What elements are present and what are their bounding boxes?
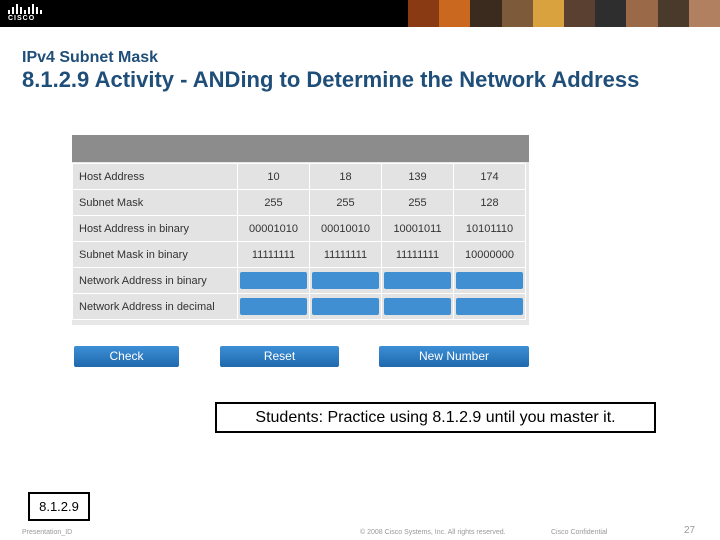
network-decimal-input-4[interactable] xyxy=(456,298,523,315)
table-cell: 10101110 xyxy=(454,216,526,242)
table-cell: 10001011 xyxy=(382,216,454,242)
slide-subtitle: IPv4 Subnet Mask xyxy=(22,49,159,66)
table-cell: 00010010 xyxy=(310,216,382,242)
footer-confidential: Cisco Confidential xyxy=(551,529,608,536)
table-cell: 255 xyxy=(238,190,310,216)
logo-text: CISCO xyxy=(8,15,36,22)
answer-cell xyxy=(310,268,382,294)
footer-copyright: © 2008 Cisco Systems, Inc. All rights reserved. xyxy=(360,529,506,536)
row-label: Network Address in binary xyxy=(73,268,238,294)
table-cell: 10 xyxy=(238,164,310,190)
table-cell: 139 xyxy=(382,164,454,190)
page-number: 27 xyxy=(684,525,696,536)
table-cell: 174 xyxy=(454,164,526,190)
network-binary-input-2[interactable] xyxy=(312,272,379,289)
answer-cell xyxy=(382,268,454,294)
answer-cell xyxy=(238,268,310,294)
table-row xyxy=(73,294,526,320)
check-button[interactable]: Check xyxy=(74,346,179,367)
network-binary-input-4[interactable] xyxy=(456,272,523,289)
table-row xyxy=(73,242,526,268)
table-cell: 11111111 xyxy=(310,242,382,268)
cisco-logo xyxy=(8,4,44,24)
table-cell: 18 xyxy=(310,164,382,190)
table-cell: 255 xyxy=(382,190,454,216)
panel-header-bar xyxy=(72,135,529,162)
table-cell: 128 xyxy=(454,190,526,216)
row-label: Subnet Mask xyxy=(73,190,238,216)
network-decimal-input-2[interactable] xyxy=(312,298,379,315)
answer-cell xyxy=(454,294,526,320)
table-row xyxy=(73,268,526,294)
row-label: Subnet Mask in binary xyxy=(73,242,238,268)
table-cell: 10000000 xyxy=(454,242,526,268)
network-binary-input-1[interactable] xyxy=(240,272,307,289)
activity-tag: 8.1.2.9 xyxy=(28,492,90,521)
table-row xyxy=(73,190,526,216)
table-cell: 00001010 xyxy=(238,216,310,242)
student-note: Students: Practice using 8.1.2.9 until you master it. xyxy=(215,402,656,433)
anding-table xyxy=(72,163,526,320)
network-binary-input-3[interactable] xyxy=(384,272,451,289)
row-label: Host Address in binary xyxy=(73,216,238,242)
answer-cell xyxy=(454,268,526,294)
new-number-button[interactable]: New Number xyxy=(379,346,529,367)
footer-presentation-id: Presentation_ID xyxy=(22,529,73,536)
answer-cell xyxy=(310,294,382,320)
table-cell: 11111111 xyxy=(238,242,310,268)
cisco-logo-bars-icon xyxy=(8,4,44,14)
slide-title: 8.1.2.9 Activity - ANDing to Determine the Network Address xyxy=(22,67,640,92)
network-decimal-input-3[interactable] xyxy=(384,298,451,315)
row-label: Host Address xyxy=(73,164,238,190)
table-row xyxy=(73,216,526,242)
row-label: Network Address in decimal xyxy=(73,294,238,320)
answer-cell xyxy=(238,294,310,320)
banner-photos xyxy=(408,0,720,27)
activity-panel xyxy=(72,135,529,325)
answer-cell xyxy=(382,294,454,320)
table-cell: 255 xyxy=(310,190,382,216)
table-cell: 11111111 xyxy=(382,242,454,268)
network-decimal-input-1[interactable] xyxy=(240,298,307,315)
top-banner xyxy=(0,0,720,27)
reset-button[interactable]: Reset xyxy=(220,346,339,367)
table-row xyxy=(73,164,526,190)
